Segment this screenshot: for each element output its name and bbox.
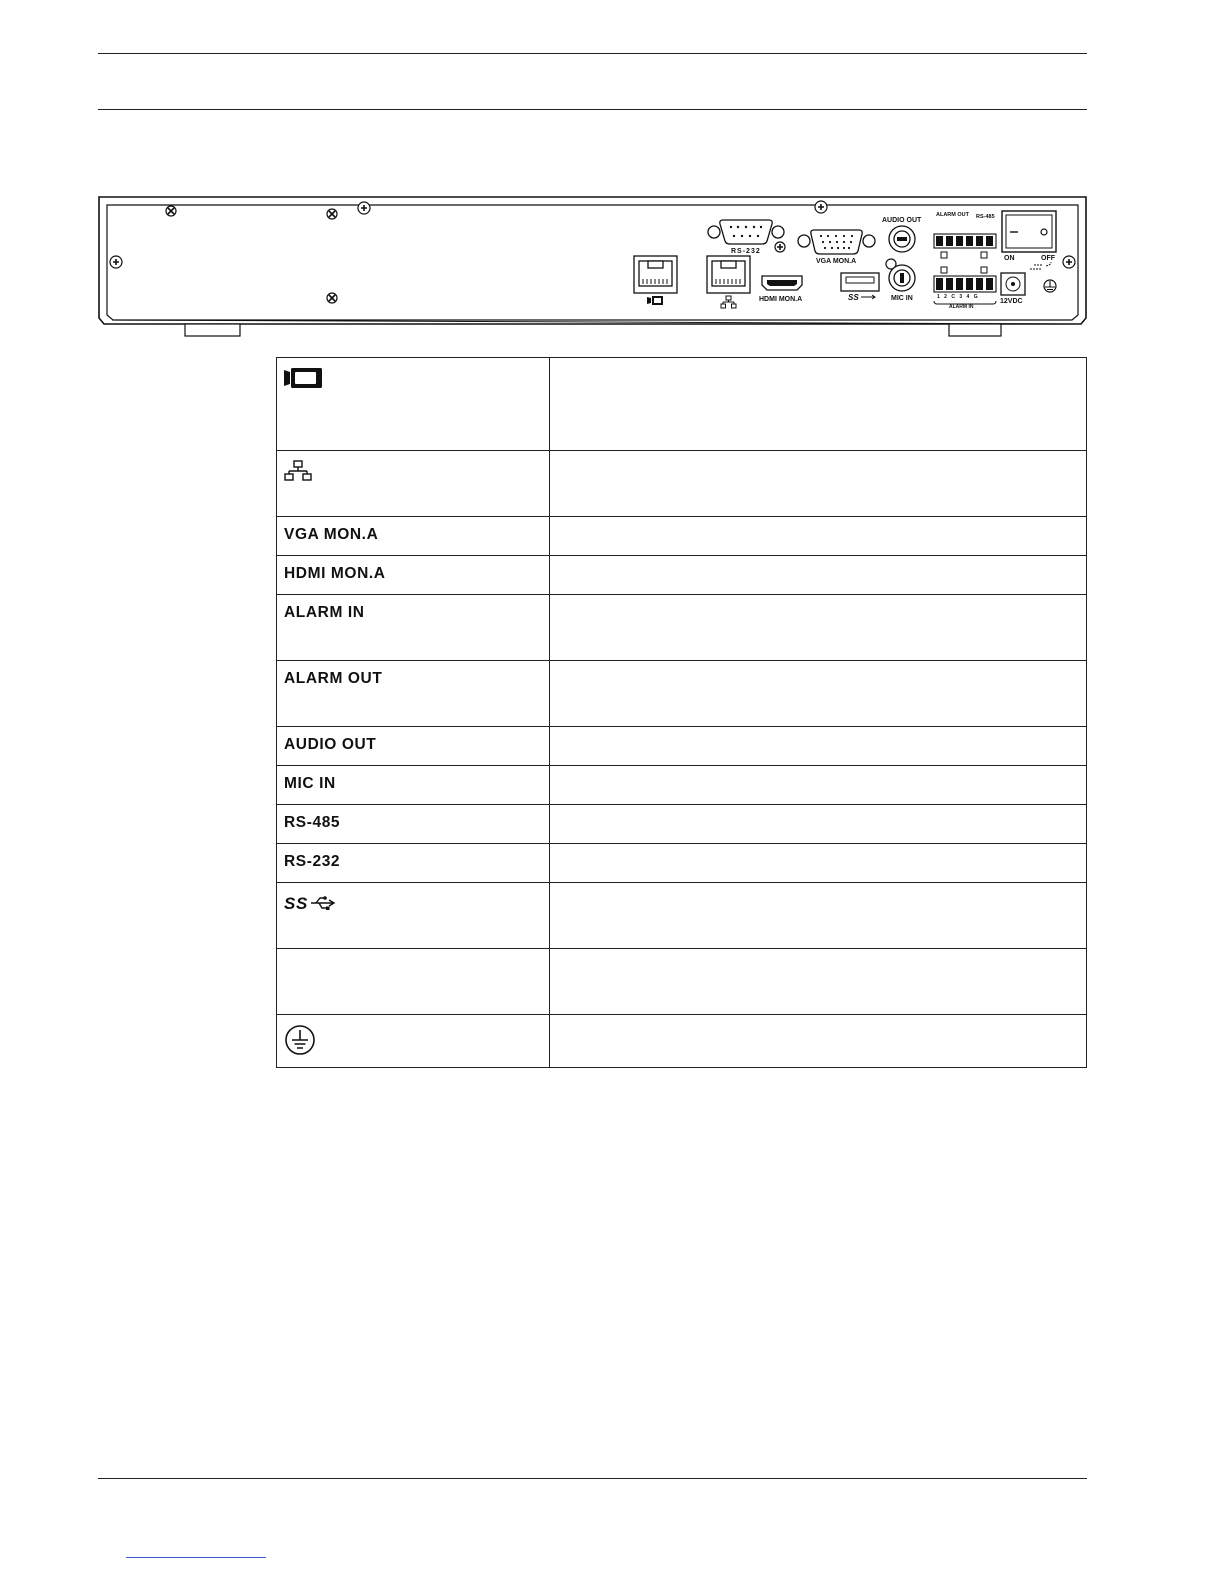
panel-label-on: ON: [1004, 255, 1015, 262]
table-row: [277, 358, 1087, 451]
table-row: [277, 595, 1087, 661]
connector-description: [550, 556, 1087, 595]
connector-description: [550, 727, 1087, 766]
connector-description: [550, 766, 1087, 805]
table-row: [277, 883, 1087, 949]
connector-description: [550, 844, 1087, 883]
table-row: [277, 727, 1087, 766]
connector-label: ALARM OUT: [277, 661, 550, 727]
connector-cell: [277, 1015, 550, 1068]
connector-description: [550, 805, 1087, 844]
connector-label: ALARM IN: [277, 595, 550, 661]
table-row: [277, 805, 1087, 844]
table-row: [277, 844, 1087, 883]
connector-description: [550, 949, 1087, 1015]
svg-text:SS: SS: [284, 894, 308, 913]
network-icon: [284, 460, 312, 482]
connector-label: MIC IN: [277, 766, 550, 805]
table-row: [277, 517, 1087, 556]
table-row: [277, 661, 1087, 727]
connector-label: RS-232: [277, 844, 550, 883]
connector-cell: [277, 451, 550, 517]
connector-description: [550, 595, 1087, 661]
table-row: [277, 556, 1087, 595]
connector-label: VGA MON.A: [277, 517, 550, 556]
panel-label-hdmi: HDMI MON.A: [759, 296, 803, 303]
ground-icon: [284, 1024, 316, 1056]
connector-description: [550, 451, 1087, 517]
connector-description: [550, 358, 1087, 451]
foot-left: [185, 324, 240, 336]
panel-label-rs232: RS-232: [731, 248, 761, 255]
panel-label-audio-out: AUDIO OUT: [882, 217, 922, 224]
footer-link-underline[interactable]: [126, 1557, 266, 1558]
table-row: [277, 766, 1087, 805]
panel-label-off: OFF: [1041, 255, 1055, 262]
svg-text:SS: SS: [848, 293, 859, 302]
panel-label-rs485: RS-485: [976, 214, 995, 220]
panel-label-mic-in: MIC IN: [891, 295, 913, 302]
table-row: [277, 949, 1087, 1015]
connector-description: [550, 883, 1087, 949]
connector-description: [550, 661, 1087, 727]
panel-label-vga: VGA MON.A: [816, 258, 857, 265]
panel-label-alarm-in: ALARM IN: [949, 304, 974, 310]
connector-label: AUDIO OUT: [277, 727, 550, 766]
connector-description: [550, 517, 1087, 556]
connector-label: RS-485: [277, 805, 550, 844]
usb3-icon: [284, 892, 338, 914]
svg-text:12C34G: 12C34G: [937, 294, 983, 300]
header-rule-top: [98, 53, 1087, 54]
camera-port-icon: [284, 367, 324, 389]
connector-description: [550, 1015, 1087, 1068]
header-rule-bottom: [98, 109, 1087, 110]
foot-right: [949, 324, 1001, 336]
connector-cell: [277, 883, 550, 949]
connector-label: HDMI MON.A: [277, 556, 550, 595]
table-row: [277, 451, 1087, 517]
connector-cell: [277, 358, 550, 451]
footer-rule: [98, 1478, 1087, 1479]
connector-table: [276, 357, 1087, 1068]
rear-panel-figure: [96, 194, 1090, 338]
connector-label: [277, 949, 550, 1015]
table-row: [277, 1015, 1087, 1068]
panel-label-alarm-out: ALARM OUT: [936, 212, 969, 218]
panel-label-12vdc: 12VDC: [1000, 298, 1023, 305]
